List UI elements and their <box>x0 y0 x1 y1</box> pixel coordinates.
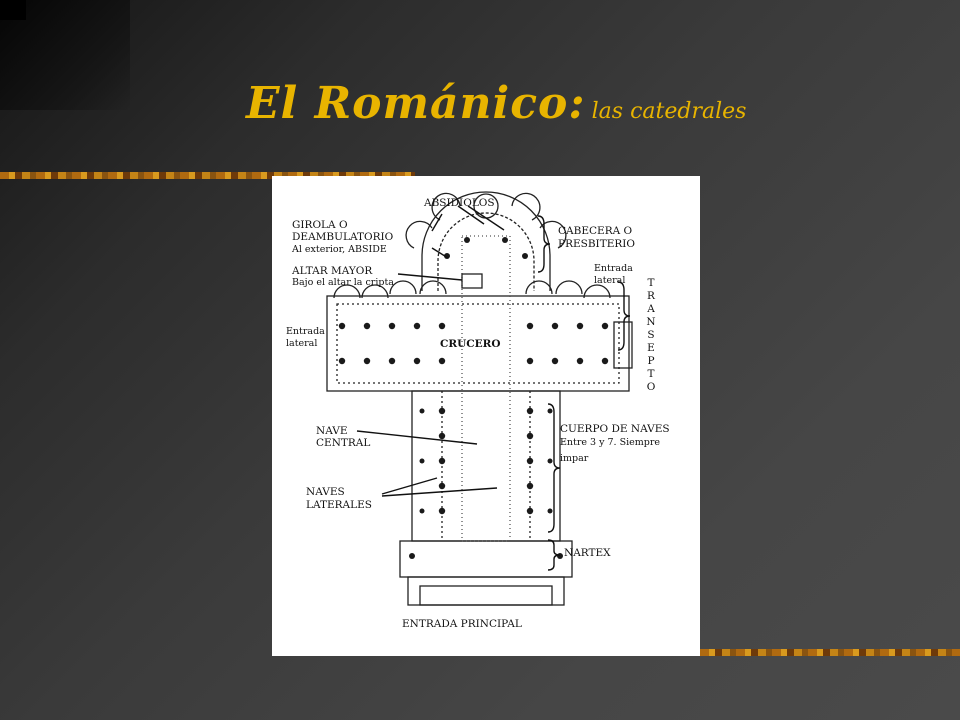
label-presbiterio: PRESBITERIO <box>558 238 636 250</box>
transepto-letter: P <box>647 355 655 367</box>
label-deambulatorio: DEAMBULATORIO <box>292 231 394 243</box>
transepto-letter: T <box>647 368 655 380</box>
label-impar: impar <box>560 453 589 464</box>
title-main: El Románico: <box>246 78 586 129</box>
slide-title <box>246 78 746 138</box>
label-naves: NAVES <box>306 486 345 498</box>
label-nartex: NARTEX <box>564 547 611 559</box>
cathedral-floor-plan <box>272 176 700 656</box>
label-entrada-left-2: lateral <box>286 338 318 349</box>
label-entrada-right-2: lateral <box>594 275 626 286</box>
label-laterales: LATERALES <box>306 499 372 511</box>
label-crucero: CRUCERO <box>440 338 501 350</box>
label-absidiolos: ABSIDIOLOS <box>424 197 495 209</box>
label-entrada-principal: ENTRADA PRINCIPAL <box>402 618 522 630</box>
label-altar-mayor: ALTAR MAYOR <box>292 265 373 277</box>
label-entrada-left-1: Entrada <box>286 326 325 337</box>
label-cabecera: CABECERA O <box>558 225 633 237</box>
transepto-letter: R <box>647 290 655 302</box>
label-girola: GIROLA O <box>292 219 348 231</box>
label-nave: NAVE <box>316 425 348 437</box>
label-entrada-right-1: Entrada <box>594 263 633 274</box>
decorative-band-bottom <box>700 649 960 656</box>
label-central: CENTRAL <box>316 437 371 449</box>
label-al-exterior: Al exterior, ABSIDE <box>292 244 387 255</box>
transepto-letter: S <box>647 329 655 341</box>
transepto-letter: O <box>646 381 656 393</box>
label-entre: Entre 3 y 7. Siempre <box>560 437 661 448</box>
label-transepto <box>644 277 658 394</box>
title-subtitle: las catedrales <box>591 99 747 124</box>
label-cuerpo: CUERPO DE NAVES <box>560 423 670 435</box>
transepto-letter: E <box>647 342 655 354</box>
transepto-letter: T <box>647 277 655 289</box>
transepto-letter: A <box>647 303 655 315</box>
label-bajo-altar: Bajo el altar la cripta <box>292 277 394 288</box>
transepto-letter: N <box>646 316 656 328</box>
corner-square-decoration <box>0 0 26 20</box>
